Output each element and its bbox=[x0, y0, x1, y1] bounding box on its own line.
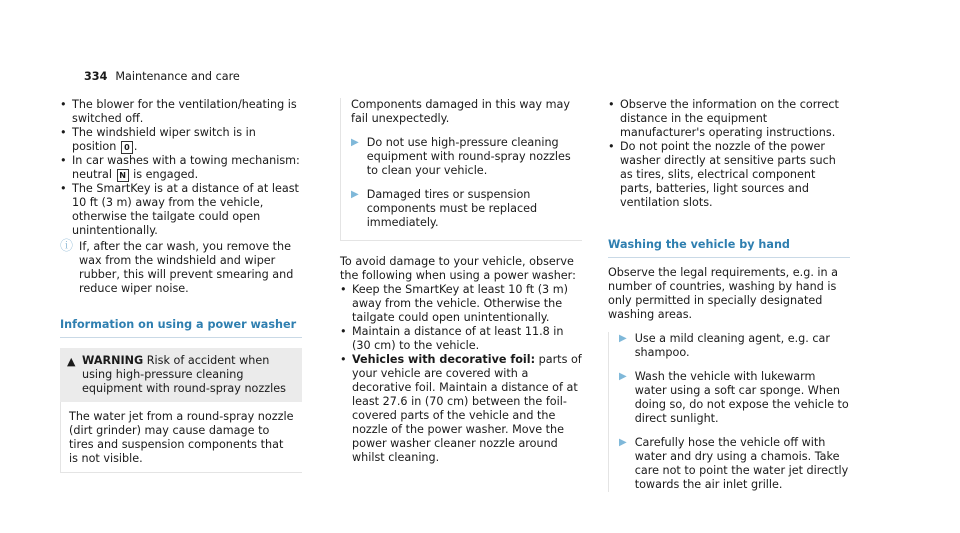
warning-icon: ▲ bbox=[67, 355, 76, 368]
step-arrow-icon: ▶ bbox=[351, 137, 359, 148]
list-item: • Keep the SmartKey at least 10 ft (3 m) away from the vehicle. Otherwise the tailgate could open unintentionally. bbox=[340, 283, 582, 325]
list-item: • The SmartKey is at a distance of at least 10 ft (3 m) away from the vehicle, otherwise the tailgate could open unintentionally. bbox=[60, 182, 302, 238]
list-item: • Maintain a distance of at least 11.8 in (30 cm) to the vehicle. bbox=[340, 325, 582, 353]
section-heading: Information on using a power washer bbox=[60, 318, 302, 338]
info-icon: ⓘ bbox=[60, 239, 74, 254]
list-item bbox=[340, 353, 582, 465]
list-item: • Observe the information on the correct distance in the equipment manufacturer's operating instructions. bbox=[608, 98, 850, 140]
list-item: • The blower for the ventilation/heating is switched off. bbox=[60, 98, 302, 126]
warning-text: Risk of accident when using high-pressure cleaning equipment with round-spray nozzles bbox=[82, 354, 286, 395]
column-1 bbox=[60, 98, 302, 473]
warning-continuation-panel bbox=[340, 98, 582, 241]
warning-label: WARNING bbox=[82, 354, 144, 367]
step: ▶ Carefully hose the vehicle off with water and dry using a chamois. Take care not to point the water jet directly towards the air inlet grille. bbox=[619, 436, 849, 491]
warning-box bbox=[60, 348, 302, 402]
step-arrow-icon: ▶ bbox=[619, 437, 627, 448]
step: ▶ Damaged tires or suspension components must be replaced immediately. bbox=[351, 188, 538, 229]
foil-text: parts of your vehicle are covered with a decorative foil. Maintain a distance of at least 27.6 in (70 cm) between the foil-covered parts of the vehicle and the nozzle of the power washer. Move the power washer cleaner nozzle around whilst cleaning. bbox=[352, 353, 582, 464]
list-item: • Do not point the nozzle of the power washer directly at sensitive parts such as tires, slits, electrical component parts, batteries, light sources and ventilation slots. bbox=[608, 140, 850, 210]
column-2 bbox=[340, 98, 582, 465]
step: ▶ Wash the vehicle with lukewarm water using a soft car sponge. When doing so, do not expose the vehicle to direct sunlight. bbox=[619, 370, 849, 425]
page-number: 334 bbox=[84, 70, 108, 83]
step: ▶ Do not use high-pressure cleaning equipment with round-spray nozzles to clean your vehicle. bbox=[351, 136, 571, 177]
foil-label: Vehicles with decorative foil: bbox=[352, 353, 536, 366]
step: ▶ Use a mild cleaning agent, e.g. car shampoo. bbox=[619, 332, 830, 359]
gear-n-icon: N bbox=[117, 169, 129, 182]
bullet-list bbox=[60, 98, 302, 238]
power-washer-intro: To avoid damage to your vehicle, observe the following when using a power washer: bbox=[340, 255, 576, 282]
warning-body: The water jet from a round-spray nozzle (dirt grinder) may cause damage to tires and suspension components that is not visible. bbox=[60, 402, 302, 473]
list-item: • The windshield wiper switch is in position 0 . bbox=[60, 126, 302, 154]
bullet-list bbox=[340, 283, 582, 465]
bullet-list bbox=[608, 98, 850, 210]
section-title: Maintenance and care bbox=[115, 70, 240, 83]
hand-wash-intro: Observe the legal requirements, e.g. in a number of countries, washing by hand is only permitted in specially designated washing areas. bbox=[608, 266, 839, 321]
step-arrow-icon: ▶ bbox=[619, 371, 627, 382]
page-header bbox=[84, 70, 240, 84]
panel-intro: Components damaged in this way may fail unexpectedly. bbox=[351, 98, 570, 125]
note-text: If, after the car wash, you remove the wax from the windshield and wiper rubber, this will prevent smearing and reduce wiper noise. bbox=[79, 240, 294, 295]
note bbox=[60, 240, 302, 296]
step-arrow-icon: ▶ bbox=[619, 333, 627, 344]
step-arrow-icon: ▶ bbox=[351, 189, 359, 200]
column-3 bbox=[608, 98, 850, 492]
section-heading: Washing the vehicle by hand bbox=[608, 238, 850, 258]
steps-block bbox=[608, 332, 850, 492]
list-item: • In car washes with a towing mechanism: neutral N is engaged. bbox=[60, 154, 302, 182]
gear-p-icon: 0 bbox=[121, 141, 133, 154]
